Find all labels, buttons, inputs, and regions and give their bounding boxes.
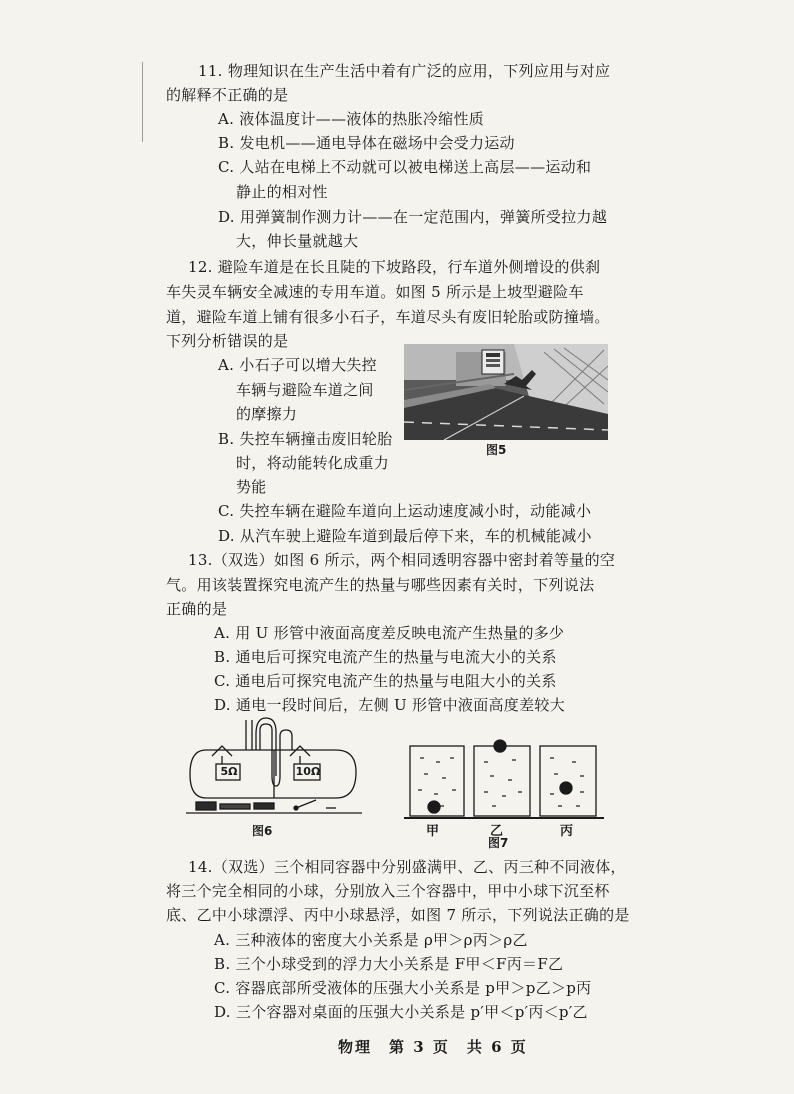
- q11-stem-line-2: 的解释不正确的是: [166, 86, 289, 104]
- q11-stem-line-1: 11. 物理知识在生产生活中着有广泛的应用，下列应用与对应: [198, 62, 611, 80]
- q12-option-c: C. 失控车辆在避险车道向上运动速度减小时，动能减小: [218, 502, 592, 520]
- page-footer: 物理 第 3 页 共 6 页: [338, 1038, 528, 1056]
- q13-stem-line-3: 正确的是: [166, 600, 228, 618]
- q13-option-c: C. 通电后可探究电流产生的热量与电阻大小的关系: [214, 672, 557, 690]
- ball-jia: [428, 801, 440, 813]
- q14-stem-line-1: 14.（双选）三个相同容器中分别盛满甲、乙、丙三种不同液体，: [188, 858, 626, 876]
- figure-6-joule-heating-apparatus: [186, 716, 362, 820]
- q12-option-d: D. 从汽车驶上避险车道到最后停下来，车的机械能减小: [218, 527, 592, 545]
- container-label-jia: 甲: [426, 824, 440, 839]
- q12-stem-line-1: 12. 避险车道是在长且陡的下坡路段，行车道外侧增设的供刹: [188, 258, 601, 276]
- q13-stem-line-1: 13.（双选）如图 6 所示，两个相同透明容器中密封着等量的空: [188, 551, 616, 569]
- ball-yi: [494, 740, 506, 752]
- q13-stem-line-2: 气。用该装置探究电流产生的热量与哪些因素有关时，下列说法: [166, 576, 595, 594]
- q14-option-c: C. 容器底部所受液体的压强大小关系是 p甲＞p乙＞p丙: [214, 979, 592, 997]
- q12-option-b-line-2: 时，将动能转化成重力: [236, 454, 390, 472]
- container-label-bing: 丙: [560, 824, 574, 839]
- figure-6-label: 图6: [252, 824, 273, 838]
- ball-bing: [560, 782, 572, 794]
- q12-stem-line-4: 下列分析错误的是: [166, 332, 289, 350]
- q14-option-d: D. 三个容器对桌面的压强大小关系是 p′甲＜p′丙＜p′乙: [214, 1003, 588, 1021]
- q14-option-b: B. 三个小球受到的浮力大小关系是 F甲＜F丙＝F乙: [214, 955, 564, 973]
- q12-option-a-line-1: A. 小石子可以增大失控: [218, 356, 377, 374]
- resistor-10-ohm: 10Ω: [295, 765, 321, 778]
- q11-option-c-line-1: C. 人站在电梯上不动就可以被电梯送上高层——运动和: [218, 158, 592, 176]
- q13-option-d: D. 通电一段时间后，左侧 U 形管中液面高度差较大: [214, 696, 566, 714]
- q11-option-d-line-1: D. 用弹簧制作测力计——在一定范围内，弹簧所受拉力越: [218, 208, 608, 226]
- figure-7-three-containers: [404, 736, 604, 822]
- q12-option-b-line-1: B. 失控车辆撞击废旧轮胎: [218, 430, 393, 448]
- q14-stem-line-3: 底、乙中小球漂浮、丙中小球悬浮，如图 7 所示，下列说法正确的是: [166, 906, 630, 924]
- q12-stem-line-2: 车失灵车辆安全减速的专用车道。如图 5 所示是上坡型避险车: [166, 283, 584, 301]
- q13-option-b: B. 通电后可探究电流产生的热量与电流大小的关系: [214, 648, 557, 666]
- q11-option-b: B. 发电机——通电导体在磁场中会受力运动: [218, 134, 515, 152]
- container-label-yi: 乙: [490, 824, 504, 839]
- figure-5-escape-ramp-photo: [404, 344, 608, 440]
- resistor-5-ohm: 5Ω: [220, 765, 238, 778]
- q13-option-a: A. 用 U 形管中液面高度差反映电流产生热量的多少: [214, 624, 565, 642]
- q12-stem-line-3: 道，避险车道上铺有很多小石子，车道尽头有废旧轮胎或防撞墙。: [166, 308, 610, 326]
- figure-7-label: 图7: [488, 836, 509, 850]
- q14-stem-line-2: 将三个完全相同的小球，分别放入三个容器中，甲中小球下沉至杯: [166, 882, 610, 900]
- q11-option-a: A. 液体温度计——液体的热胀冷缩性质: [218, 110, 485, 128]
- q12-option-a-line-2: 车辆与避险车道之间: [236, 381, 374, 399]
- q14-option-a: A. 三种液体的密度大小关系是 ρ甲＞ρ丙＞ρ乙: [214, 931, 528, 949]
- figure-5-label: 图5: [486, 443, 507, 457]
- q12-option-a-line-3: 的摩擦力: [236, 405, 298, 423]
- margin-rule: [142, 62, 143, 142]
- q11-option-d-line-2: 大，伸长量就越大: [236, 232, 359, 250]
- q12-option-b-line-3: 势能: [236, 478, 267, 496]
- q11-option-c-line-2: 静止的相对性: [236, 183, 328, 201]
